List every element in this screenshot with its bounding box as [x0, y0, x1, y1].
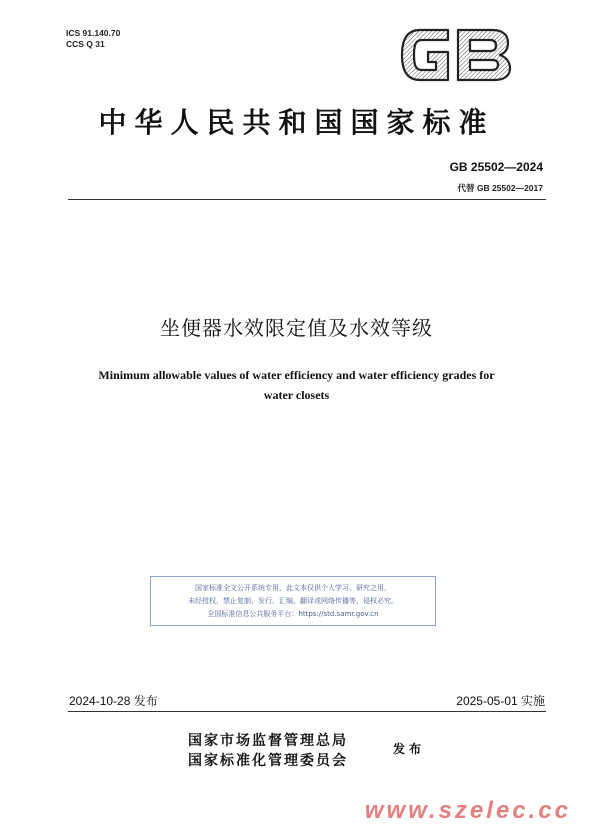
chinese-title: 坐便器水效限定值及水效等级 — [160, 316, 433, 340]
top-divider — [68, 199, 546, 200]
replaces-standard: 代替 GB 25502—2017 — [457, 183, 543, 193]
notice-line2: 未经授权，禁止复制、发行、汇编、翻译或网络传播等，侵权必究。 — [188, 597, 398, 605]
gb-logo — [398, 22, 514, 88]
english-title-line1: Minimum allowable values of water efficiency and water efficiency grades for — [98, 368, 495, 382]
ccs-code: CCS Q 31 — [66, 39, 105, 49]
issuer-sac: 国家标准化管理委员会 — [188, 753, 348, 769]
bottom-divider — [68, 711, 546, 712]
issuer-samr: 国家市场监督管理总局 — [188, 733, 348, 749]
issuing-authorities — [188, 731, 348, 771]
issue-date: 2024-10-28 发布 — [69, 694, 158, 708]
ics-code: ICS 91.140.70 — [66, 28, 121, 38]
notice-line1: 国家标准全文公开系统专用，此文本仅供个人学习、研究之用， — [195, 584, 391, 592]
standard-number: GB 25502—2024 — [449, 160, 543, 174]
classification-codes — [66, 28, 120, 50]
copyright-notice-box — [150, 576, 436, 626]
notice-line3: 全国标准信息公共服务平台：https://std.samr.gov.cn — [207, 610, 379, 618]
english-title — [60, 365, 533, 405]
implementation-date: 2025-05-01 实施 — [456, 694, 545, 708]
english-title-line2: water closets — [263, 388, 330, 402]
site-watermark: www.szelec.cc — [364, 797, 571, 824]
agency-title: 中华人民共和国国家标准 — [98, 106, 495, 139]
release-label: 发布 — [393, 742, 426, 756]
